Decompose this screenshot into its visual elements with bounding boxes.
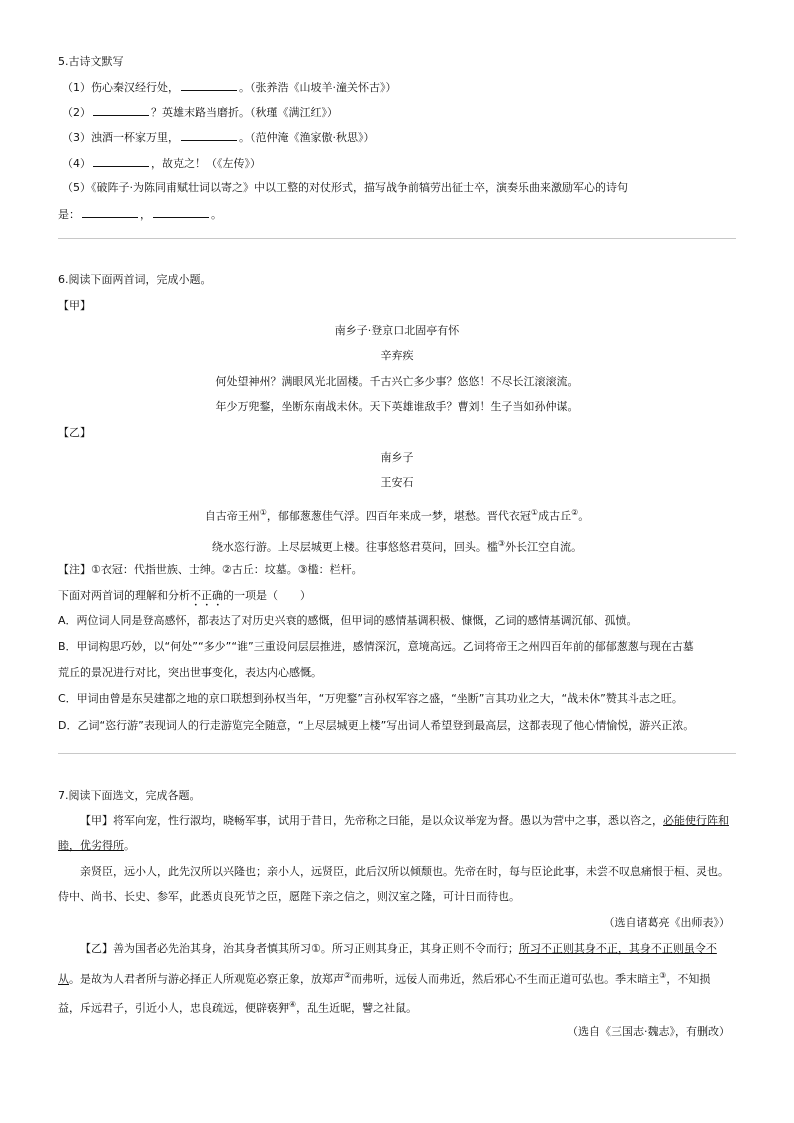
option-b[interactable]: B．甲词构思巧妙，以“何处”“多少”“谁”三重设问层层推进，感情深沉，意境高远。乙词将帝王之州四百年前的郁郁葱葱与现在古墓 [58, 640, 694, 653]
poem2-line-2-part: 绕水恣行游。上尽层城更上楼。往事悠悠君莫问，回头。槛 [211, 540, 498, 554]
blank-field[interactable] [93, 104, 149, 116]
poem-notes: 【注】①衣冠：代指世族、士绅。②古丘：坟墓。③槛：栏杆。 [58, 563, 363, 576]
poem2-title: 南乡子 [380, 451, 414, 464]
blank-field[interactable] [181, 129, 237, 141]
q5-item-2 [62, 104, 338, 121]
q5-item-4 [62, 155, 261, 172]
q5-item-1-text: （1）伤心秦汉经行处， [62, 81, 179, 94]
passage-jia-line-4: 侍中、尚书、长史、参军，此悉贞良死节之臣，愿陛下亲之信之，则汉室之隆，可计日而待也。 [58, 890, 520, 903]
poem2-line-1-part: ，郁郁葱葱佳气浮。四百年来成一梦，堪愁。晋代衣冠 [266, 509, 531, 523]
q5-item-4-text: ，故克之！（《左传》） [151, 157, 261, 170]
q5-item-1-source: 。（张养浩《山坡羊·潼关怀古》） [239, 81, 397, 94]
passage-text: 益，斥远君子，引近小人，忠良疏远，便辟亵狎 [58, 1001, 289, 1015]
q5-comma: ， [140, 208, 151, 221]
q6-label-yi: 【乙】 [58, 426, 91, 439]
passage-jia-line-1 [80, 813, 729, 829]
passage-yi-source: （选自《三国志·魏志》，有删改） [567, 1025, 730, 1038]
poem1-line-2: 年少万兜鍪，坐断东南战未休。天下英雄谁敌手？曹刘！生子当如孙仲谋。 [215, 400, 579, 413]
passage-text: 。 [124, 839, 135, 852]
passage-jia-line-3: 亲贤臣，远小人，此先汉所以兴隆也；亲小人，远贤臣，此后汉所以倾颓也。先帝在时，每与臣论此事，未尝不叹息痛恨于桓、灵也。 [80, 865, 729, 878]
q5-item-2-num: （2） [62, 106, 91, 119]
q6-title: 6.阅读下面两首词，完成小题。 [58, 273, 212, 286]
poem2-line-1-part: 自古帝王州 [204, 509, 260, 523]
passage-text: 【甲】将军向宠，性行淑均，晓畅军事，试用于昔日，先帝称之曰能，是以众议举宠为督。愚以为营中之事，悉以咨之， [80, 814, 663, 827]
q5-answer-label: 是： [58, 208, 80, 221]
q5-item-5: （5）《破阵子·为陈同甫赋壮词以寄之》中以工整的对仗形式，描写战争前犒劳出征士卒，演奏乐曲来激励军心的诗句 [62, 181, 628, 194]
q5-item-5-answer [58, 206, 222, 223]
blank-field[interactable] [153, 206, 209, 218]
poem2-line-1-part: 成古丘 [538, 509, 572, 523]
passage-text: ，乱生近昵，譬之社鼠。 [296, 1001, 418, 1015]
q5-item-3-text: （3）浊酒一杯家万里， [62, 131, 179, 144]
poem1-author: 辛弃疾 [380, 349, 414, 362]
passage-jia-source: （选自诸葛亮《出师表》） [603, 916, 730, 929]
q5-item-3-source: 。（范仲淹《渔家傲·秋思》） [239, 131, 375, 144]
footnote-marker: ① [259, 508, 267, 517]
passage-text: 。是故为人君者所与游必择正人所观览必察正象，放郑声 [69, 972, 344, 986]
passage-text: 【乙】善为国者必先治其身，治其身者慎其所习①。所习正则其身正，其身正则不令而行； [80, 942, 519, 955]
underlined-sentence: 所习不正则其身不正，其身不正则虽令不 [518, 942, 717, 955]
passage-text: 而弗听，远佞人而弗近，然后邪心不生而正道可弘也。季末暗主 [351, 972, 660, 986]
passage-yi-line-3 [58, 997, 417, 1017]
poem2-line-1-part: 。 [578, 509, 590, 523]
footnote-marker: ③ [659, 971, 667, 980]
poem2-line-2 [0, 536, 794, 556]
passage-yi-line-1 [80, 941, 717, 957]
q6-label-jia: 【甲】 [58, 299, 91, 312]
option-a[interactable]: A．两位词人同是登高感怀，都表达了对历史兴衰的感慨，但甲词的感情基调积极、慷慨，乙词的感情基调沉郁、孤愤。 [58, 614, 638, 627]
option-b-continued[interactable]: 荒丘的景况进行对比，突出世事变化，表达内心感慨。 [58, 666, 322, 679]
footnote-marker: ③ [497, 539, 506, 548]
poem1-line-1: 何处望神州？满眼风光北固楼。千古兴亡多少事？悠悠！不尽长江滚滚流。 [215, 375, 579, 388]
q5-item-2-text: ？英雄末路当磨折。（秋瑾《满江红》） [151, 106, 338, 119]
footnote-marker: ② [344, 971, 352, 980]
option-c[interactable]: C．甲词由曾是东吴建都之地的京口联想到孙权当年，“万兜鍪”言孙权军容之盛，“坐断”言其功业之大，“战未休”赞其斗志之旺。 [58, 692, 683, 705]
underlined-sentence: 必能使行阵和 [663, 814, 729, 827]
q5-period: 。 [211, 208, 222, 221]
q7-title: 7.阅读下面选文，完成各题。 [58, 789, 201, 802]
q6-question-text: 的一项是（ ） [223, 589, 311, 602]
poem2-line-1 [0, 505, 794, 525]
passage-yi-line-2 [58, 968, 710, 988]
blank-field[interactable] [181, 79, 237, 91]
q5-item-4-num: （4） [62, 157, 91, 170]
underlined-sentence: 从 [58, 972, 69, 986]
option-d[interactable]: D．乙词“恣行游”表现词人的行走游览完全随意，“上尽层城更上楼”写出词人希望登到最高层，这都表现了他心情愉悦，游兴正浓。 [58, 719, 695, 732]
divider [58, 753, 736, 754]
footnote-marker: ② [571, 508, 579, 517]
poem1-title: 南乡子·登京口北固亭有怀 [334, 324, 460, 337]
q6-question-emphasis: 不正确 [190, 589, 223, 602]
divider [58, 238, 736, 239]
footnote-marker: ④ [289, 1000, 297, 1009]
q5-item-1 [62, 79, 397, 96]
poem2-author: 王安石 [380, 476, 414, 489]
underlined-sentence: 睦，优劣得所 [58, 839, 124, 852]
q5-title: 5.古诗文默写 [58, 55, 124, 68]
blank-field[interactable] [82, 206, 138, 218]
passage-jia-line-2 [58, 838, 135, 854]
passage-text: ，不知损 [666, 972, 711, 986]
q6-question [58, 588, 311, 609]
q5-item-3 [62, 129, 375, 146]
poem2-line-2-part: 外长江空自流。 [505, 540, 583, 554]
q6-question-text: 下面对两首词的理解和分析 [58, 589, 190, 602]
footnote-marker: ① [530, 508, 539, 517]
blank-field[interactable] [93, 155, 149, 167]
